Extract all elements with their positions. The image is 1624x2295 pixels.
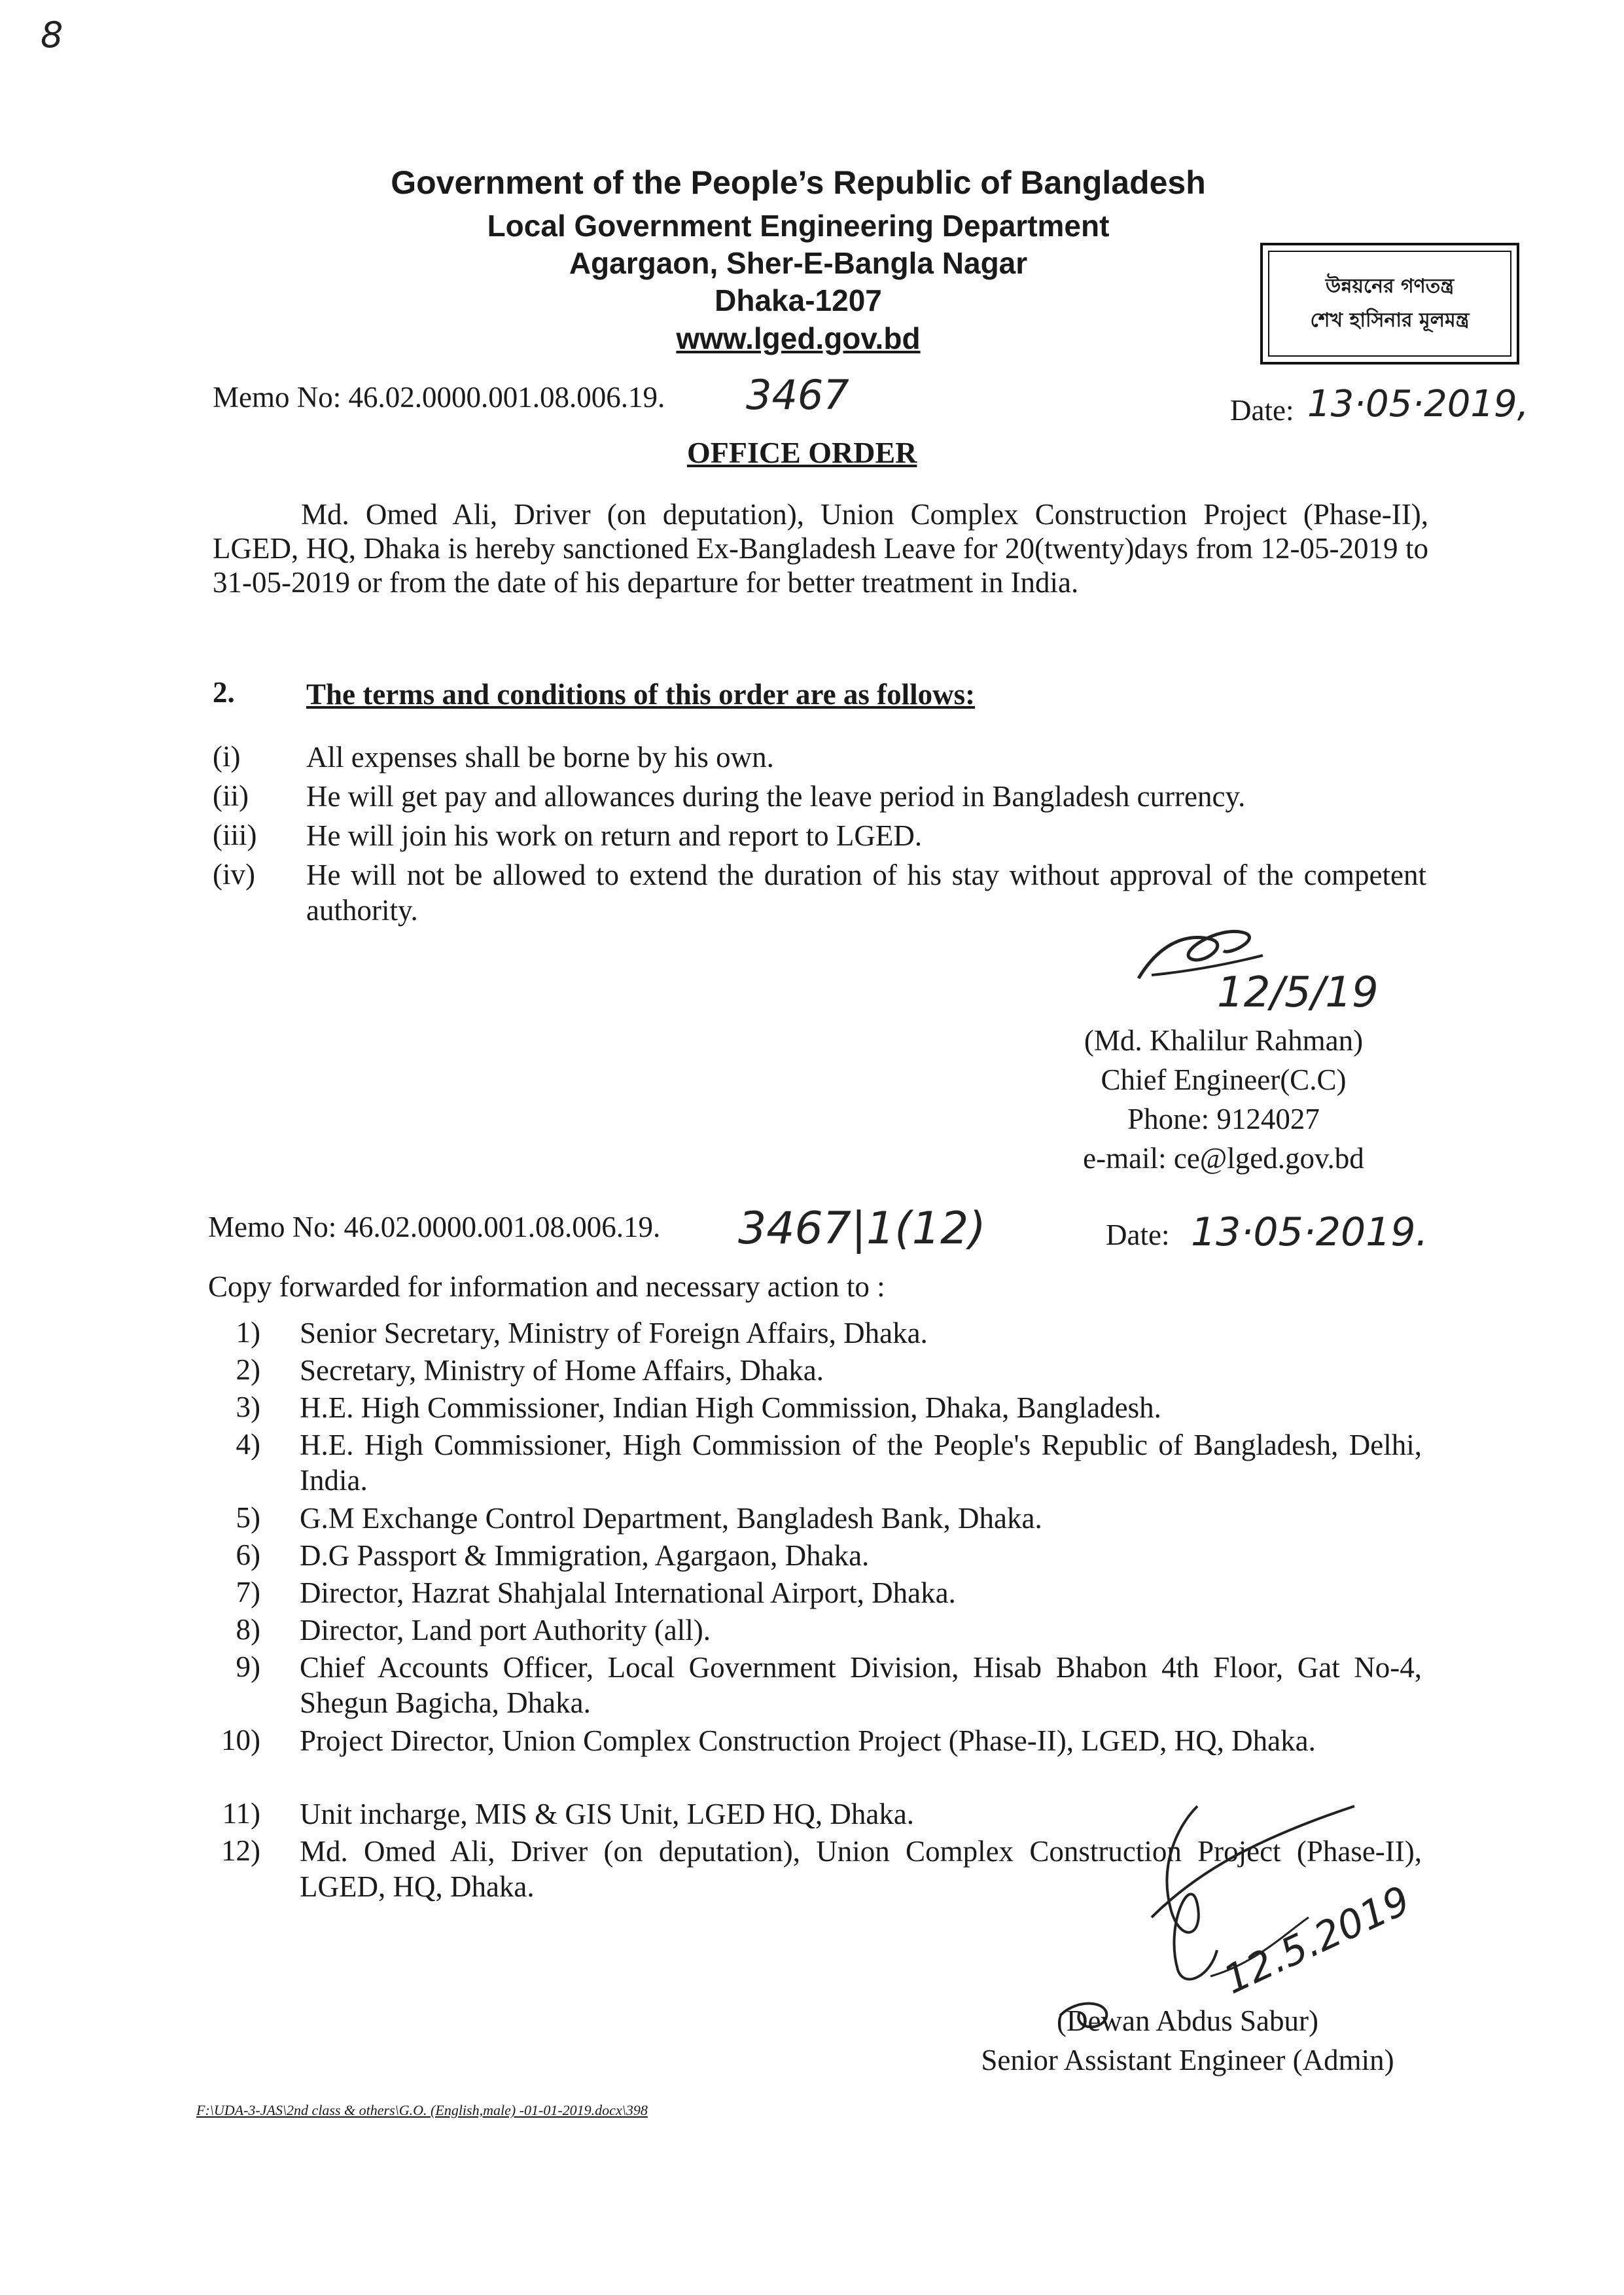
term-number: (iii) — [213, 819, 257, 851]
term-text: He will join his work on return and report to LGED. — [306, 819, 923, 852]
slogan-box — [1260, 243, 1519, 365]
distribution-number: 8) — [236, 1613, 260, 1646]
distribution-number: 4) — [236, 1428, 260, 1461]
term-number: (i) — [213, 740, 241, 773]
term-text: He will not be allowed to extend the duration of his stay without approval of the competent authority. — [306, 859, 1426, 927]
date-label: Date: — [1230, 394, 1294, 427]
distribution-item: Director, Hazrat Shahjalal International Airport, Dhaka. — [300, 1576, 956, 1609]
distribution-item: Md. Omed Ali, Driver (on deputation), Union Complex Construction Project (Phase-II), LGED, HQ, Dhaka. — [300, 1835, 1422, 1903]
term-number: (ii) — [213, 779, 249, 812]
distribution-item: Director, Land port Authority (all). — [300, 1614, 711, 1646]
signatory-block-assistant-engineer — [903, 2001, 1472, 2080]
distribution-number: 10) — [221, 1724, 260, 1756]
distribution-number: 7) — [236, 1576, 260, 1609]
slogan-line-1: উন্নয়নের গণতন্ত্র — [1325, 275, 1455, 298]
order-paragraph: Md. Omed Ali, Driver (on deputation), Union Complex Construction Project (Phase-II), LGED, HQ, Dhaka is hereby sanctioned Ex-Bangladesh Leave for 20(twenty)days from 12-05-2019 to 31-05-2019 or from the date of his departure for better treatment in India. — [213, 498, 1428, 599]
distribution-number: 6) — [236, 1539, 260, 1571]
signatory-email: e-mail: ce@lged.gov.bd — [1083, 1142, 1364, 1175]
memo-number-handwritten: 3467 — [746, 371, 849, 419]
distribution-item: Secretary, Ministry of Home Affairs, Dhaka. — [300, 1354, 824, 1387]
section-number: 2. — [213, 676, 235, 709]
distribution-item: G.M Exchange Control Department, Bangladesh Bank, Dhaka. — [300, 1502, 1042, 1535]
copy-forwarded-line: Copy forwarded for information and necessary action to : — [208, 1270, 885, 1303]
file-path-footer: F:\UDA-3-JAS\2nd class & others\G.O. (English,male) -01-01-2019.docx\398 — [196, 2102, 648, 2118]
signature-date-handwritten: 12/5/19 — [1217, 969, 1379, 1017]
term-number: (iv) — [213, 858, 255, 891]
distribution-number: 9) — [236, 1650, 260, 1683]
memo-number-label: Memo No: 46.02.0000.001.08.006.19. — [213, 381, 665, 414]
distribution-item: Senior Secretary, Ministry of Foreign Affairs, Dhaka. — [300, 1317, 928, 1349]
distribution-number: 12) — [221, 1834, 260, 1867]
signature-date-handwritten-2: 12.5.2019 — [1216, 1877, 1417, 2004]
date-label-copy: Date: — [1106, 1219, 1170, 1251]
slogan-inner-frame — [1268, 251, 1511, 357]
header-government: Government of the People’s Republic of Bangladesh — [391, 164, 1206, 201]
distribution-number: 11) — [222, 1797, 260, 1830]
distribution-item: H.E. High Commissioner, High Commission of the People's Republic of Bangladesh, Delhi, India. — [300, 1429, 1422, 1497]
office-order-title: OFFICE ORDER — [687, 436, 917, 469]
term-text: He will get pay and allowances during the leave period in Bangladesh currency. — [306, 780, 1246, 813]
date-handwritten: 13·05·2019, — [1307, 383, 1529, 425]
distribution-number: 2) — [236, 1353, 260, 1386]
distribution-item: Unit incharge, MIS & GIS Unit, LGED HQ, Dhaka. — [300, 1798, 915, 1830]
signatory-name: (Dewan Abdus Sabur) — [1057, 2004, 1318, 2037]
distribution-number: 5) — [236, 1501, 260, 1534]
memo-number-label-copy: Memo No: 46.02.0000.001.08.006.19. — [208, 1211, 661, 1243]
memo-number-handwritten-copy: 3467|1(12) — [738, 1203, 986, 1254]
signatory-block-chief-engineer — [981, 1021, 1466, 1178]
header-department: Local Government Engineering Department — [487, 209, 1110, 243]
header-website-link[interactable]: www.lged.gov.bd — [676, 321, 921, 355]
section-title: The terms and conditions of this order are as follows: — [306, 678, 976, 711]
signatory-title: Senior Assistant Engineer (Admin) — [981, 2044, 1394, 2076]
distribution-item: D.G Passport & Immigration, Agargaon, Dhaka. — [300, 1539, 870, 1572]
slogan-line-2: শেখ হাসিনার মূলমন্ত্র — [1310, 309, 1470, 332]
term-text: All expenses shall be borne by his own. — [306, 741, 774, 774]
distribution-number: 3) — [236, 1391, 260, 1423]
signatory-title: Chief Engineer(C.C) — [1101, 1063, 1347, 1096]
distribution-number: 1) — [236, 1316, 260, 1349]
distribution-item: H.E. High Commissioner, Indian High Commission, Dhaka, Bangladesh. — [300, 1391, 1161, 1424]
header-city: Dhaka-1207 — [715, 283, 882, 317]
distribution-item: Project Director, Union Complex Construction Project (Phase-II), LGED, HQ, Dhaka. — [300, 1724, 1316, 1757]
header-address: Agargaon, Sher-E-Bangla Nagar — [569, 246, 1028, 280]
corner-page-mark: 8 — [41, 14, 63, 56]
signatory-phone: Phone: 9124027 — [1127, 1103, 1320, 1135]
signatory-name: (Md. Khalilur Rahman) — [1084, 1024, 1364, 1057]
distribution-item: Chief Accounts Officer, Local Government Division, Hisab Bhabon 4th Floor, Gat No-4, Shegun Bagicha, Dhaka. — [300, 1651, 1422, 1719]
date-handwritten-copy: 13·05·2019. — [1191, 1209, 1428, 1255]
